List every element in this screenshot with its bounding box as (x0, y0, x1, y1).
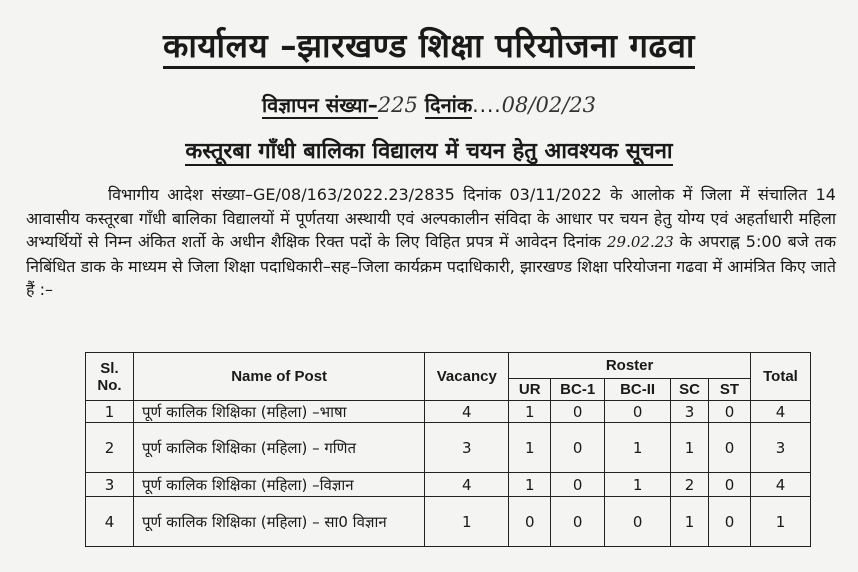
table-cell: 4 (750, 401, 810, 423)
notice-text-part1: विभागीय आदेश संख्या–GE/08/163/2022.23/2835 दिनांक 03/11/2022 के आलोक में जिला में संचालित 14 आवासीय कस्तूरबा गाँधी बालिका विद्यालयों में पूर्णतया अस्थायी एवं अल्पकालीन संविदा के आधार पर चयन हेतु योग्य एवं अहर्ताधारी महिला अभ्यर्थियों से निम्न अंकित शर्तो के अधीन शैक्षिक रिक्त पदों के लिए विहित प्रपत्र में आवेदन दिनांक (26, 185, 836, 251)
table-cell: 0 (509, 497, 551, 547)
notice-subtitle: कस्तूरबा गाँधी बालिका विद्यालय में चयन हेतु आवश्यक सूचना (185, 139, 673, 164)
table-cell: 3 (425, 423, 509, 473)
advert-label: विज्ञापन संख्या– (261, 93, 378, 117)
table-cell: 4 (750, 473, 810, 497)
header-st: ST (709, 379, 751, 401)
table-cell: 0 (709, 423, 751, 473)
header-roster: Roster (509, 353, 751, 379)
deadline-date: 29.02.23 (607, 233, 674, 251)
table-cell: 1 (671, 423, 709, 473)
table-cell: 1 (605, 473, 671, 497)
table-cell: 1 (509, 423, 551, 473)
table-cell: 0 (551, 497, 605, 547)
table-cell: 0 (551, 401, 605, 423)
table-cell: 1 (86, 401, 134, 423)
header-ur: UR (509, 379, 551, 401)
table-cell: 3 (671, 401, 709, 423)
table-cell: 0 (709, 497, 751, 547)
table-row (86, 423, 811, 473)
notice-text-part2: के अपराह्न 5:00 बजे तक निबिंधित डाक के माध्यम से जिला शिक्षा पदाधिकारी–सह–जिला कार्यक्रम पदाधिकारी, झारखण्ड शिक्षा परियोजना गढवा में आमंत्रित किए जाते हैं :– (26, 232, 836, 299)
table-header-row (86, 353, 811, 379)
table-row (86, 497, 811, 547)
table-cell: पूर्ण कालिक शिक्षिका (महिला) –विज्ञान (133, 473, 424, 497)
table-cell: 1 (509, 473, 551, 497)
notice-paragraph (26, 183, 836, 302)
advert-date-label: दिनांक (424, 93, 473, 117)
advert-number: 225 (377, 93, 418, 117)
table-cell: 2 (671, 473, 709, 497)
table-row (86, 473, 811, 497)
table-cell: 1 (605, 423, 671, 473)
header-total: Total (750, 353, 810, 401)
table-cell: 4 (425, 473, 509, 497)
table-cell: पूर्ण कालिक शिक्षिका (महिला) –भाषा (133, 401, 424, 423)
table-cell: 0 (605, 401, 671, 423)
header-vacancy: Vacancy (425, 353, 509, 401)
table-cell: 1 (750, 497, 810, 547)
table-cell: 4 (425, 401, 509, 423)
table-cell: 0 (551, 423, 605, 473)
table-cell: 0 (709, 401, 751, 423)
vacancy-table (85, 352, 811, 547)
header-sl: Sl. No. (86, 353, 134, 401)
table-cell: 3 (750, 423, 810, 473)
advertisement-line: विज्ञापन संख्या–225 दिनांक....08/02/23 (261, 93, 596, 117)
office-title: कार्यालय –झारखण्ड शिक्षा परियोजना गढवा (0, 22, 858, 67)
table-cell: पूर्ण कालिक शिक्षिका (महिला) – गणित (133, 423, 424, 473)
header-post: Name of Post (133, 353, 424, 401)
table-cell: 0 (605, 497, 671, 547)
header-sc: SC (671, 379, 709, 401)
advert-date: 08/02/23 (501, 93, 596, 117)
table-cell: 0 (551, 473, 605, 497)
table-cell: 1 (671, 497, 709, 547)
table-cell: 0 (709, 473, 751, 497)
table-row (86, 401, 811, 423)
table-cell: पूर्ण कालिक शिक्षिका (महिला) – सा0 विज्ञान (133, 497, 424, 547)
header-bc2: BC-II (605, 379, 671, 401)
table-cell: 2 (86, 423, 134, 473)
header-bc1: BC-1 (551, 379, 605, 401)
table-cell: 1 (509, 401, 551, 423)
table-cell: 4 (86, 497, 134, 547)
table-cell: 1 (425, 497, 509, 547)
table-cell: 3 (86, 473, 134, 497)
